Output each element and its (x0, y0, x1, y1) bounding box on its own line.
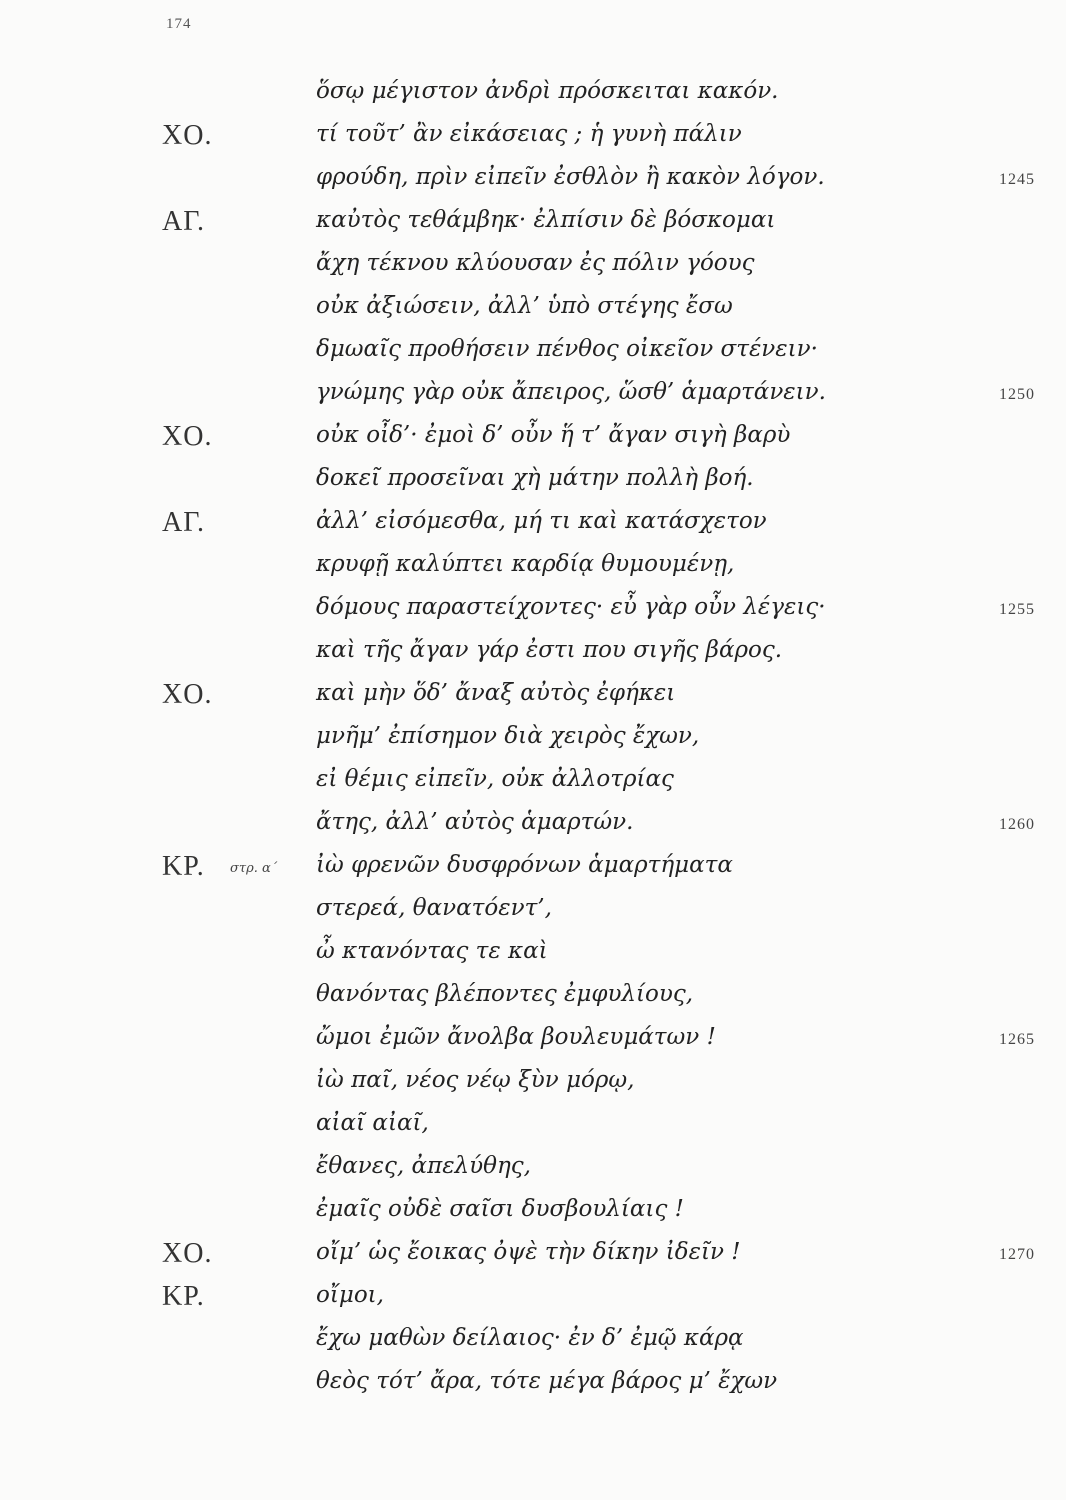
verse-text: ὦ κτανόντας τε καὶ (316, 938, 548, 964)
verse-text: κρυφῇ καλύπτει καρδίᾳ θυμουμένῃ, (316, 551, 735, 577)
verse-line (0, 292, 1066, 332)
verse-line (0, 421, 1066, 461)
verse-text: ὤμοι ἐμῶν ἄνολβα βουλευμάτων ! (316, 1024, 716, 1050)
speaker-label: ΑΓ. (162, 206, 206, 237)
verse-text: δοκεῖ προσεῖναι χὴ μάτην πολλὴ βοή. (316, 465, 754, 491)
verse-line (0, 679, 1066, 719)
line-number: 1270 (999, 1246, 1035, 1263)
verse-line (0, 206, 1066, 246)
speaker-label: ΧΟ. (162, 1238, 213, 1269)
line-number: 1250 (999, 386, 1035, 403)
verse-text: οὐκ ἀξιώσειν, ἀλλ’ ὑπὸ στέγης ἔσω (316, 293, 733, 319)
verse-text: ἐμαῖς οὐδὲ σαῖσι δυσβουλίαις ! (316, 1196, 684, 1222)
verse-text: ἄτης, ἀλλ’ αὐτὸς ἁμαρτών. (316, 809, 634, 835)
verse-line (0, 851, 1066, 891)
verse-text: ἰὼ παῖ, νέος νέῳ ξὺν μόρῳ, (316, 1067, 635, 1093)
verse-text: οἴμ’ ὡς ἔοικας ὀψὲ τὴν δίκην ἰδεῖν ! (316, 1239, 741, 1265)
verse-line (0, 1066, 1066, 1106)
verse-line (0, 980, 1066, 1020)
speaker-label: ΚΡ. (162, 851, 205, 882)
verse-line (0, 335, 1066, 375)
verse-line (0, 1023, 1066, 1063)
verse-text: καὐτὸς τεθάμβηκ· ἐλπίσιν δὲ βόσκομαι (316, 207, 776, 233)
verse-text: ἄχη τέκνου κλύουσαν ἐς πόλιν γόους (316, 250, 755, 276)
verse-text: μνῆμ’ ἐπίσημον διὰ χειρὸς ἔχων, (316, 723, 700, 749)
verse-line (0, 808, 1066, 848)
verse-line (0, 1367, 1066, 1407)
verse-line (0, 894, 1066, 934)
verse-line (0, 464, 1066, 504)
verse-text: δόμους παραστείχοντες· εὖ γὰρ οὖν λέγεις· (316, 594, 826, 620)
verse-line (0, 507, 1066, 547)
verse-line (0, 1109, 1066, 1149)
verse-text: ἀλλ’ εἰσόμεσθα, μή τι καὶ κατάσχετον (316, 508, 767, 534)
verse-line (0, 249, 1066, 289)
verse-text: οἴμοι, (316, 1282, 384, 1308)
verse-text: τί τοῦτ’ ἂν εἰκάσειας ; ἡ γυνὴ πάλιν (316, 121, 742, 147)
page-number: 174 (166, 16, 192, 32)
verse-line (0, 163, 1066, 203)
verse-line (0, 1195, 1066, 1235)
verse-line (0, 1281, 1066, 1321)
speaker-label: ΧΟ. (162, 120, 213, 151)
speaker-label: ΑΓ. (162, 507, 206, 538)
verse-text: φρούδη, πρὶν εἰπεῖν ἐσθλὸν ἢ κακὸν λόγον. (316, 164, 825, 190)
verse-text: δμωαῖς προθήσειν πένθος οἰκεῖον στένειν· (316, 336, 818, 362)
verse-text: ὅσῳ μέγιστον ἀνδρὶ πρόσκειται κακόν. (316, 78, 779, 104)
verse-line (0, 1238, 1066, 1278)
line-number: 1260 (999, 816, 1035, 833)
verse-line (0, 550, 1066, 590)
verse-line (0, 722, 1066, 762)
line-number: 1255 (999, 601, 1035, 618)
verse-text: ἰὼ φρενῶν δυσφρόνων ἁμαρτήματα (316, 852, 733, 878)
speaker-label: ΚΡ. (162, 1281, 205, 1312)
verse-text: θεὸς τότ’ ἄρα, τότε μέγα βάρος μ’ ἔχων (316, 1368, 778, 1394)
verse-text: ἔχω μαθὼν δείλαιος· ἐν δ’ ἐμῷ κάρᾳ (316, 1325, 744, 1351)
verse-line (0, 765, 1066, 805)
strophe-marker: στρ. α´ (230, 861, 278, 876)
verse-text: γνώμης γὰρ οὐκ ἄπειρος, ὥσθ’ ἁμαρτάνειν. (316, 379, 826, 405)
verse-text: στερεά, θανατόεντ’, (316, 895, 552, 921)
verse-text: οὐκ οἶδ’· ἐμοὶ δ’ οὖν ἥ τ’ ἄγαν σιγὴ βαρὺ (316, 422, 791, 448)
verse-line (0, 120, 1066, 160)
speaker-label: ΧΟ. (162, 679, 213, 710)
verse-line (0, 378, 1066, 418)
line-number: 1265 (999, 1031, 1035, 1048)
verse-text: θανόντας βλέποντες ἐμφυλίους, (316, 981, 694, 1007)
verse-line (0, 1152, 1066, 1192)
verse-line (0, 593, 1066, 633)
verse-line (0, 636, 1066, 676)
verse-line (0, 77, 1066, 117)
verse-text: καὶ τῆς ἄγαν γάρ ἐστι που σιγῆς βάρος. (316, 637, 783, 663)
verse-text: καὶ μὴν ὅδ’ ἄναξ αὐτὸς ἐφήκει (316, 680, 676, 706)
verse-line (0, 1324, 1066, 1364)
speaker-label: ΧΟ. (162, 421, 213, 452)
line-number: 1245 (999, 171, 1035, 188)
verse-text: ἔθανες, ἀπελύθης, (316, 1153, 531, 1179)
verse-text: εἰ θέμις εἰπεῖν, οὐκ ἀλλοτρίας (316, 766, 674, 792)
verse-text: αἰαῖ αἰαῖ, (316, 1110, 429, 1136)
verse-line (0, 937, 1066, 977)
